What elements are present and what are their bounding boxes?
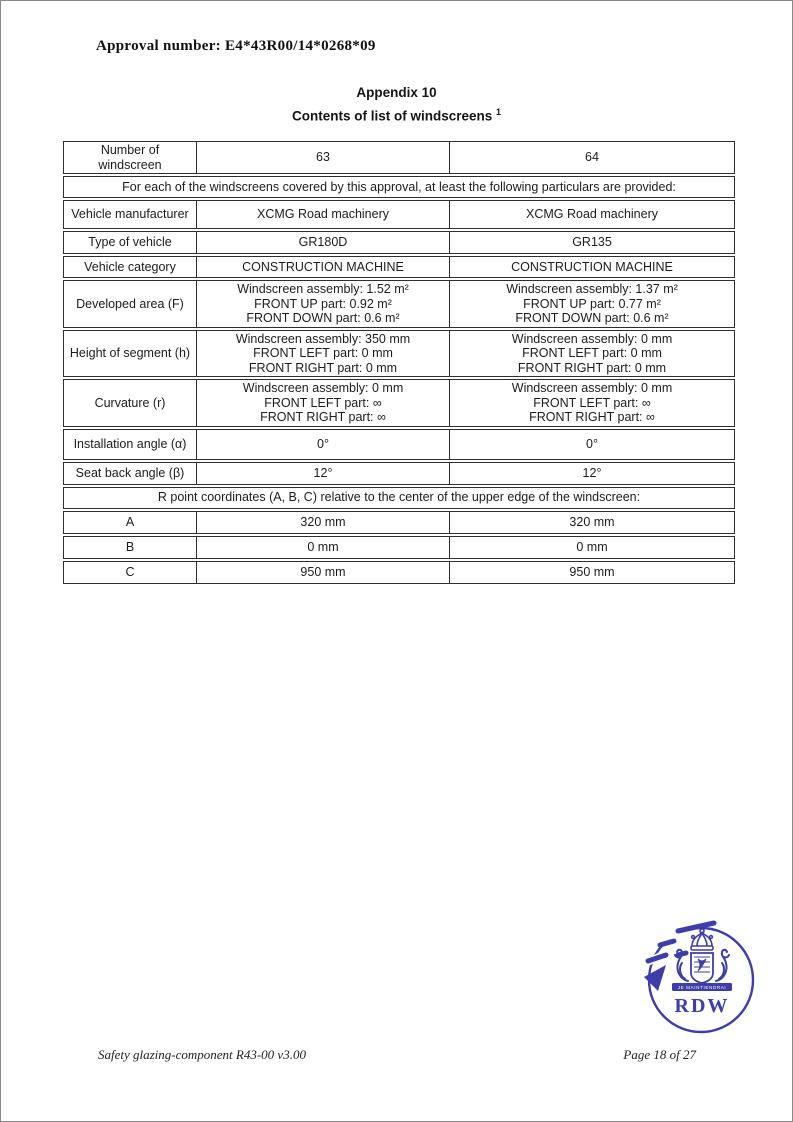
value-line: FRONT RIGHT part: 0 mm <box>517 360 667 375</box>
table-row-curvature <box>63 379 735 427</box>
footer-page-number: Page 18 of 27 <box>623 1047 696 1062</box>
row-label: A <box>63 511 197 534</box>
shield-icon <box>691 953 713 983</box>
curvature-63 <box>196 379 450 427</box>
table-row-vehicle-type <box>63 231 735 254</box>
value-line: FRONT LEFT part: 0 mm <box>522 346 662 360</box>
seat-back-angle-63: 12° <box>196 462 450 485</box>
coord-b-64: 0 mm <box>449 536 735 559</box>
value-line: Windscreen assembly: 1.52 m² <box>237 282 409 296</box>
value-line: Windscreen assembly: 0 mm <box>242 381 404 395</box>
windscreen-table <box>63 141 735 584</box>
row-label: Developed area (F) <box>63 280 197 328</box>
value-line: Windscreen assembly: 1.37 m² <box>506 282 678 296</box>
rdw-stamp-icon <box>636 919 758 1039</box>
subtitle-text: Contents of list of windscreens <box>291 108 493 124</box>
coord-a-63: 320 mm <box>196 511 450 534</box>
coord-a-64: 320 mm <box>449 511 735 534</box>
height-segment-64 <box>449 330 735 378</box>
value-line: Windscreen assembly: 0 mm <box>511 381 673 395</box>
manufacturer-63: XCMG Road machinery <box>196 200 450 229</box>
approval-number: Approval number: E4*43R00/14*0268*09 <box>96 38 376 54</box>
value-line: FRONT LEFT part: ∞ <box>264 395 382 410</box>
document-subtitle <box>1 107 792 124</box>
category-64: CONSTRUCTION MACHINE <box>449 256 735 278</box>
table-row-coord-b <box>63 536 735 559</box>
installation-angle-64: 0° <box>449 429 735 460</box>
crown-icon <box>691 929 713 950</box>
coord-c-64: 950 mm <box>449 561 735 584</box>
appendix-title: Appendix 10 <box>356 85 437 100</box>
row-label: Seat back angle (β) <box>63 462 197 485</box>
value-line: Windscreen assembly: 0 mm <box>511 331 673 346</box>
value-line: FRONT UP part: 0.77 m² <box>523 296 661 311</box>
table-row-number <box>63 141 735 174</box>
motto-text: JE MAINTIENDRAI <box>677 985 727 990</box>
table-row-rpoint-note <box>63 487 735 509</box>
motto-banner <box>672 983 732 991</box>
curvature-64 <box>449 379 735 427</box>
coord-c-63: 950 mm <box>196 561 450 584</box>
windscreen-63-value: 63 <box>196 141 450 174</box>
wedge-shape <box>644 965 666 991</box>
installation-angle-63: 0° <box>196 429 450 460</box>
value-line: FRONT DOWN part: 0.6 m² <box>246 311 400 325</box>
row-label: C <box>63 561 197 584</box>
table-row-developed-area <box>63 280 735 328</box>
value-line: FRONT RIGHT part: 0 mm <box>248 360 398 375</box>
table-note: For each of the windscreens covered by this approval, at least the following particulars are provided: <box>63 176 735 198</box>
vehicle-type-63: GR180D <box>196 231 450 254</box>
row-label: Type of vehicle <box>63 231 197 254</box>
row-label: Vehicle manufacturer <box>63 200 197 229</box>
value-line: FRONT LEFT part: ∞ <box>533 395 651 410</box>
value-line: Windscreen assembly: 350 mm <box>235 331 411 346</box>
value-line: FRONT LEFT part: 0 mm <box>253 346 393 360</box>
table-row-seat-back-angle <box>63 462 735 485</box>
table-row-note <box>63 176 735 198</box>
subtitle-footnote-marker: 1 <box>496 107 502 117</box>
value-line: FRONT UP part: 0.92 m² <box>254 296 392 311</box>
row-label: Vehicle category <box>63 256 197 278</box>
developed-area-64 <box>449 280 735 328</box>
developed-area-63 <box>196 280 450 328</box>
table-row-installation-angle <box>63 429 735 460</box>
manufacturer-64: XCMG Road machinery <box>449 200 735 229</box>
value-line: FRONT RIGHT part: ∞ <box>260 410 386 424</box>
footer-document-version: Safety glazing-component R43-00 v3.00 <box>98 1047 306 1062</box>
height-segment-63 <box>196 330 450 378</box>
value-line: FRONT RIGHT part: ∞ <box>529 410 655 424</box>
table-row-coord-a <box>63 511 735 534</box>
value-line: FRONT DOWN part: 0.6 m² <box>515 311 669 325</box>
coord-b-63: 0 mm <box>196 536 450 559</box>
category-63: CONSTRUCTION MACHINE <box>196 256 450 278</box>
row-label: B <box>63 536 197 559</box>
row-label: Installation angle (α) <box>63 429 197 460</box>
rpoint-note: R point coordinates (A, B, C) relative to the center of the upper edge of the windscreen: <box>63 487 735 509</box>
table-row-coord-c <box>63 561 735 584</box>
table-row-manufacturer <box>63 200 735 229</box>
windscreen-64-value: 64 <box>449 141 735 174</box>
row-label: Number of windscreen <box>63 141 197 174</box>
vehicle-type-64: GR135 <box>449 231 735 254</box>
seat-back-angle-64: 12° <box>449 462 735 485</box>
rdw-logo-text: RDW <box>674 995 730 1017</box>
table-row-category <box>63 256 735 278</box>
row-label: Height of segment (h) <box>63 330 197 378</box>
row-label: Curvature (r) <box>63 379 197 427</box>
table-row-height-segment <box>63 330 735 378</box>
